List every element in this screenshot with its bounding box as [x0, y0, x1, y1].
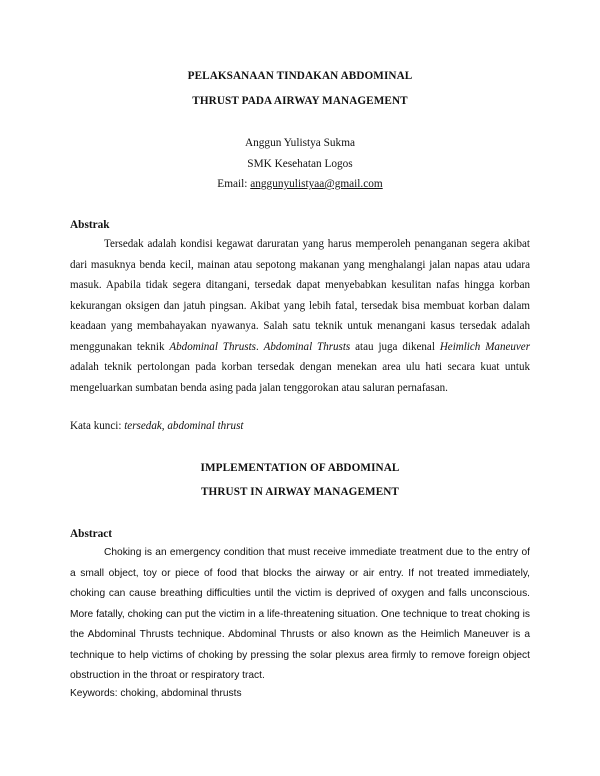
- abstrak-paragraph: [70, 234, 530, 398]
- abstrak-text-4: adalah teknik pertolongan pada korban tersedak dengan menekan area ulu hati secara kuat untuk mengeluarkan sumbatan benda asing pada jalan tenggorokan atau saluran pernafasan.: [70, 361, 530, 394]
- kata-kunci-line: [70, 420, 243, 432]
- title-id-line-1: PELAKSANAAN TINDAKAN ABDOMINAL: [187, 70, 413, 82]
- abstrak-italic-2: Abdominal Thrusts: [263, 340, 351, 353]
- email-label: Email:: [217, 178, 251, 190]
- abstrak-heading: Abstrak: [70, 219, 110, 231]
- abstrak-text-3: atau juga dikenal: [350, 340, 440, 353]
- kata-kunci-label: Kata kunci:: [70, 420, 125, 432]
- kata-kunci-value: tersedak, abdominal thrust: [124, 420, 244, 432]
- author-name: Anggun Yulistya Sukma: [244, 137, 356, 149]
- author-email-line: [0, 178, 600, 190]
- abstract-paragraph: Choking is an emergency condition that must receive immediate treatment due to the entry of a small object, toy or piece of food that blocks the airway or air entry. If not treated immediately, choking can cause breathing difficulties until the victim is deprived of oxygen and falls unconscious. More fatally, choking can put the victim in a life-threatening situation. One technique to treat choking is the Abdominal Thrusts technique. Abdominal Thrusts or also known as the Heimlich Maneuver is a technique to help victims of choking by pressing the solar plexus area firmly to remove foreign object obstruction in the throat or respiratory tract.: [70, 547, 530, 681]
- abstract-heading: Abstract: [70, 528, 113, 540]
- abstrak-italic-1: Abdominal Thrusts: [169, 340, 256, 353]
- keywords-line: [70, 688, 242, 699]
- keywords-label: Keywords:: [70, 688, 121, 699]
- abstrak-text-1: Tersedak adalah kondisi kegawat daruratan yang harus memperoleh penanganan segera akibat dari masuknya benda kecil, mainan atau sepotong makanan yang menghalangi jalan napas atau udara masuk. Apabila tidak segera ditangani, tersedak dapat menyebabkan kesulitan nafas hingga korban kekurangan oksigen dan jatuh pingsan. Akibat yang lebih fatal, tersedak bisa membuat korban dalam keadaan yang membahayakan nyawanya. Salah satu teknik untuk menangani kasus tersedak adalah menggunakan teknik: [70, 238, 530, 353]
- keywords-value: choking, abdominal thrusts: [120, 688, 242, 699]
- author-affiliation: SMK Kesehatan Logos: [247, 158, 353, 170]
- abstrak-text-2: .: [255, 340, 264, 353]
- email-link[interactable]: anggunyulistyaa@gmail.com: [250, 178, 383, 190]
- title-en-line-2: THRUST IN AIRWAY MANAGEMENT: [200, 486, 399, 498]
- abstrak-italic-3: Heimlich Maneuver: [439, 340, 530, 353]
- title-id-line-2: THRUST PADA AIRWAY MANAGEMENT: [192, 95, 408, 107]
- title-en-line-1: IMPLEMENTATION OF ABDOMINAL: [200, 462, 400, 474]
